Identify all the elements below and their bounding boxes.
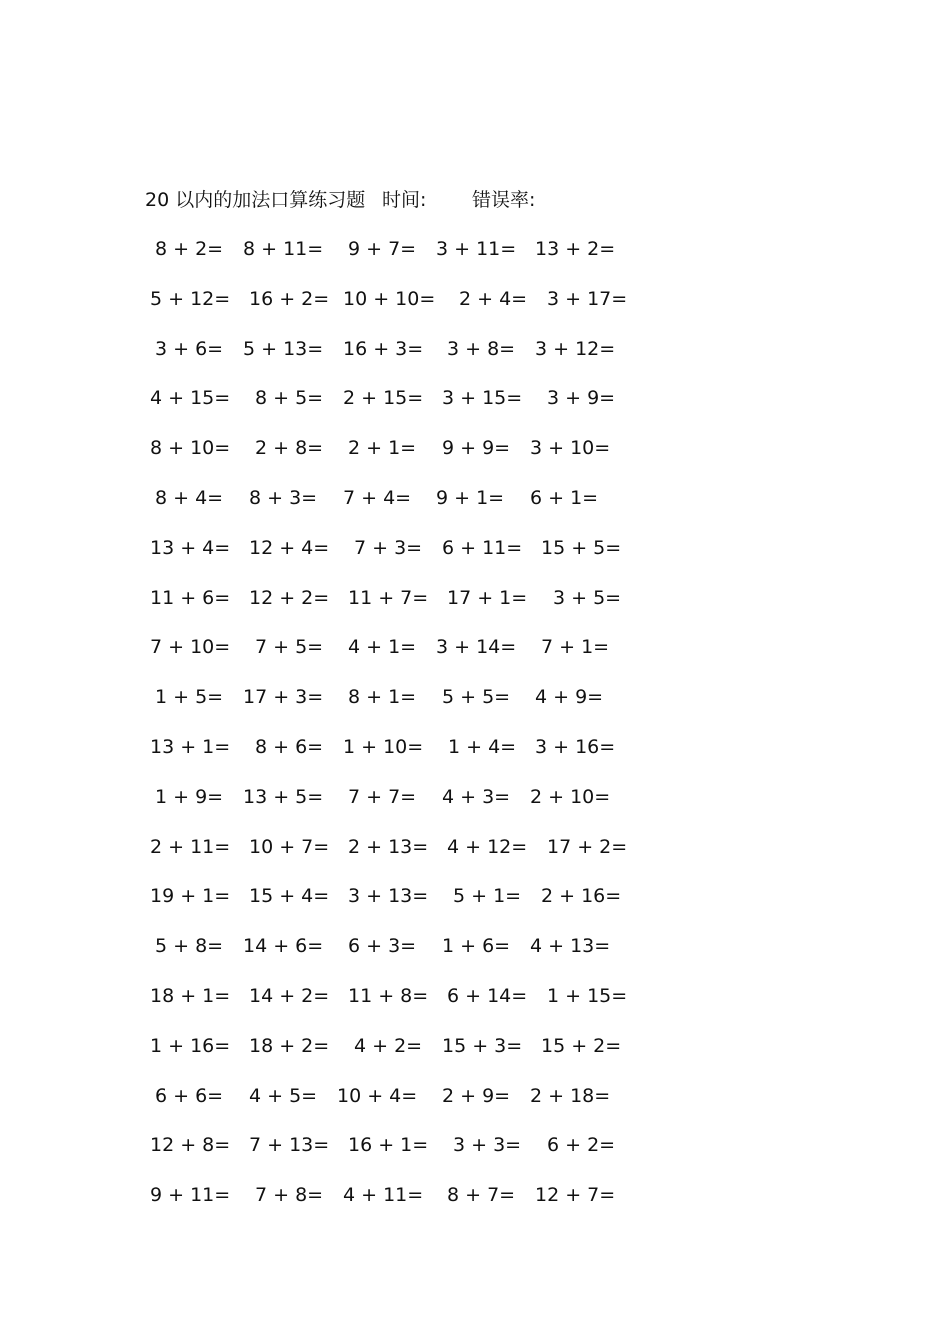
problem-r4-c4: 3 + 15= — [442, 387, 523, 409]
problem-r12-c4: 4 + 3= — [442, 786, 511, 808]
problem-r18-c1: 6 + 6= — [155, 1085, 224, 1107]
problem-r2-c1: 5 + 12= — [150, 288, 231, 310]
problem-r11-c5: 3 + 16= — [535, 736, 616, 758]
problem-r2-c2: 16 + 2= — [249, 288, 330, 310]
problem-r3-c2: 5 + 13= — [243, 338, 324, 360]
problem-r9-c1: 7 + 10= — [150, 636, 231, 658]
problem-r5-c4: 9 + 9= — [442, 437, 511, 459]
problem-r11-c2: 8 + 6= — [255, 736, 324, 758]
problem-r9-c2: 7 + 5= — [255, 636, 324, 658]
problem-r18-c3: 10 + 4= — [337, 1085, 418, 1107]
problem-r12-c2: 13 + 5= — [243, 786, 324, 808]
problem-r1-c4: 3 + 11= — [436, 238, 517, 260]
problem-r18-c4: 2 + 9= — [442, 1085, 511, 1107]
problem-r8-c3: 11 + 7= — [348, 587, 429, 609]
problem-r2-c5: 3 + 17= — [547, 288, 628, 310]
problem-r13-c5: 17 + 2= — [547, 836, 628, 858]
problem-r14-c2: 15 + 4= — [249, 885, 330, 907]
problem-r20-c2: 7 + 8= — [255, 1184, 324, 1206]
problem-r10-c1: 1 + 5= — [155, 686, 224, 708]
problem-r20-c1: 9 + 11= — [150, 1184, 231, 1206]
problem-r3-c4: 3 + 8= — [447, 338, 516, 360]
problem-r9-c3: 4 + 1= — [348, 636, 417, 658]
error-rate-label: 错误率: — [472, 189, 536, 211]
problem-r7-c5: 15 + 5= — [541, 537, 622, 559]
problem-r8-c2: 12 + 2= — [249, 587, 330, 609]
problem-r10-c3: 8 + 1= — [348, 686, 417, 708]
problem-r18-c2: 4 + 5= — [249, 1085, 318, 1107]
problem-r17-c5: 15 + 2= — [541, 1035, 622, 1057]
problem-r3-c3: 16 + 3= — [343, 338, 424, 360]
problem-r14-c1: 19 + 1= — [150, 885, 231, 907]
problem-r16-c5: 1 + 15= — [547, 985, 628, 1007]
problem-r19-c5: 6 + 2= — [547, 1134, 616, 1156]
problem-r5-c3: 2 + 1= — [348, 437, 417, 459]
problem-r11-c4: 1 + 4= — [448, 736, 517, 758]
problem-r15-c4: 1 + 6= — [442, 935, 511, 957]
problem-r13-c2: 10 + 7= — [249, 836, 330, 858]
problem-r16-c1: 18 + 1= — [150, 985, 231, 1007]
problem-r10-c4: 5 + 5= — [442, 686, 511, 708]
problem-r20-c3: 4 + 11= — [343, 1184, 424, 1206]
problem-r14-c3: 3 + 13= — [348, 885, 429, 907]
problem-r11-c1: 13 + 1= — [150, 736, 231, 758]
problem-r4-c3: 2 + 15= — [343, 387, 424, 409]
problem-r6-c5: 6 + 1= — [530, 487, 599, 509]
problem-r17-c3: 4 + 2= — [354, 1035, 423, 1057]
problem-r18-c5: 2 + 18= — [530, 1085, 611, 1107]
problem-r13-c1: 2 + 11= — [150, 836, 231, 858]
problem-r19-c2: 7 + 13= — [249, 1134, 330, 1156]
problem-r15-c1: 5 + 8= — [155, 935, 224, 957]
problem-r7-c3: 7 + 3= — [354, 537, 423, 559]
problem-r19-c3: 16 + 1= — [348, 1134, 429, 1156]
problem-r12-c5: 2 + 10= — [530, 786, 611, 808]
problem-r15-c3: 6 + 3= — [348, 935, 417, 957]
problem-r16-c3: 11 + 8= — [348, 985, 429, 1007]
time-label: 时间: — [382, 189, 427, 211]
problem-r11-c3: 1 + 10= — [343, 736, 424, 758]
problem-r9-c4: 3 + 14= — [436, 636, 517, 658]
problem-r8-c5: 3 + 5= — [553, 587, 622, 609]
problem-r16-c2: 14 + 2= — [249, 985, 330, 1007]
problem-r4-c5: 3 + 9= — [547, 387, 616, 409]
problem-r10-c5: 4 + 9= — [535, 686, 604, 708]
problem-r5-c5: 3 + 10= — [530, 437, 611, 459]
problem-r20-c4: 8 + 7= — [447, 1184, 516, 1206]
problem-r16-c4: 6 + 14= — [447, 985, 528, 1007]
worksheet-title: 20 以内的加法口算练习题 — [145, 189, 366, 211]
problem-r6-c4: 9 + 1= — [436, 487, 505, 509]
problem-r3-c5: 3 + 12= — [535, 338, 616, 360]
problem-r17-c2: 18 + 2= — [249, 1035, 330, 1057]
problem-r13-c4: 4 + 12= — [447, 836, 528, 858]
problem-r8-c4: 17 + 1= — [447, 587, 528, 609]
problem-r1-c5: 13 + 2= — [535, 238, 616, 260]
problem-r3-c1: 3 + 6= — [155, 338, 224, 360]
problem-r17-c1: 1 + 16= — [150, 1035, 231, 1057]
problem-r1-c3: 9 + 7= — [348, 238, 417, 260]
problem-r8-c1: 11 + 6= — [150, 587, 231, 609]
problem-r15-c2: 14 + 6= — [243, 935, 324, 957]
problem-r12-c1: 1 + 9= — [155, 786, 224, 808]
problem-r7-c1: 13 + 4= — [150, 537, 231, 559]
problem-r14-c4: 5 + 1= — [453, 885, 522, 907]
problem-r6-c3: 7 + 4= — [343, 487, 412, 509]
problem-r12-c3: 7 + 7= — [348, 786, 417, 808]
problem-r17-c4: 15 + 3= — [442, 1035, 523, 1057]
problem-r4-c2: 8 + 5= — [255, 387, 324, 409]
problem-r14-c5: 2 + 16= — [541, 885, 622, 907]
problem-r2-c3: 10 + 10= — [343, 288, 436, 310]
problem-r7-c4: 6 + 11= — [442, 537, 523, 559]
problem-r1-c1: 8 + 2= — [155, 238, 224, 260]
problem-r5-c1: 8 + 10= — [150, 437, 231, 459]
problem-r1-c2: 8 + 11= — [243, 238, 324, 260]
problem-r20-c5: 12 + 7= — [535, 1184, 616, 1206]
problem-r7-c2: 12 + 4= — [249, 537, 330, 559]
problem-r6-c1: 8 + 4= — [155, 487, 224, 509]
problem-r2-c4: 2 + 4= — [459, 288, 528, 310]
problem-r19-c1: 12 + 8= — [150, 1134, 231, 1156]
problem-r10-c2: 17 + 3= — [243, 686, 324, 708]
problem-r4-c1: 4 + 15= — [150, 387, 231, 409]
problem-r13-c3: 2 + 13= — [348, 836, 429, 858]
problem-r5-c2: 2 + 8= — [255, 437, 324, 459]
problem-r6-c2: 8 + 3= — [249, 487, 318, 509]
problem-r9-c5: 7 + 1= — [541, 636, 610, 658]
problem-r15-c5: 4 + 13= — [530, 935, 611, 957]
problem-r19-c4: 3 + 3= — [453, 1134, 522, 1156]
